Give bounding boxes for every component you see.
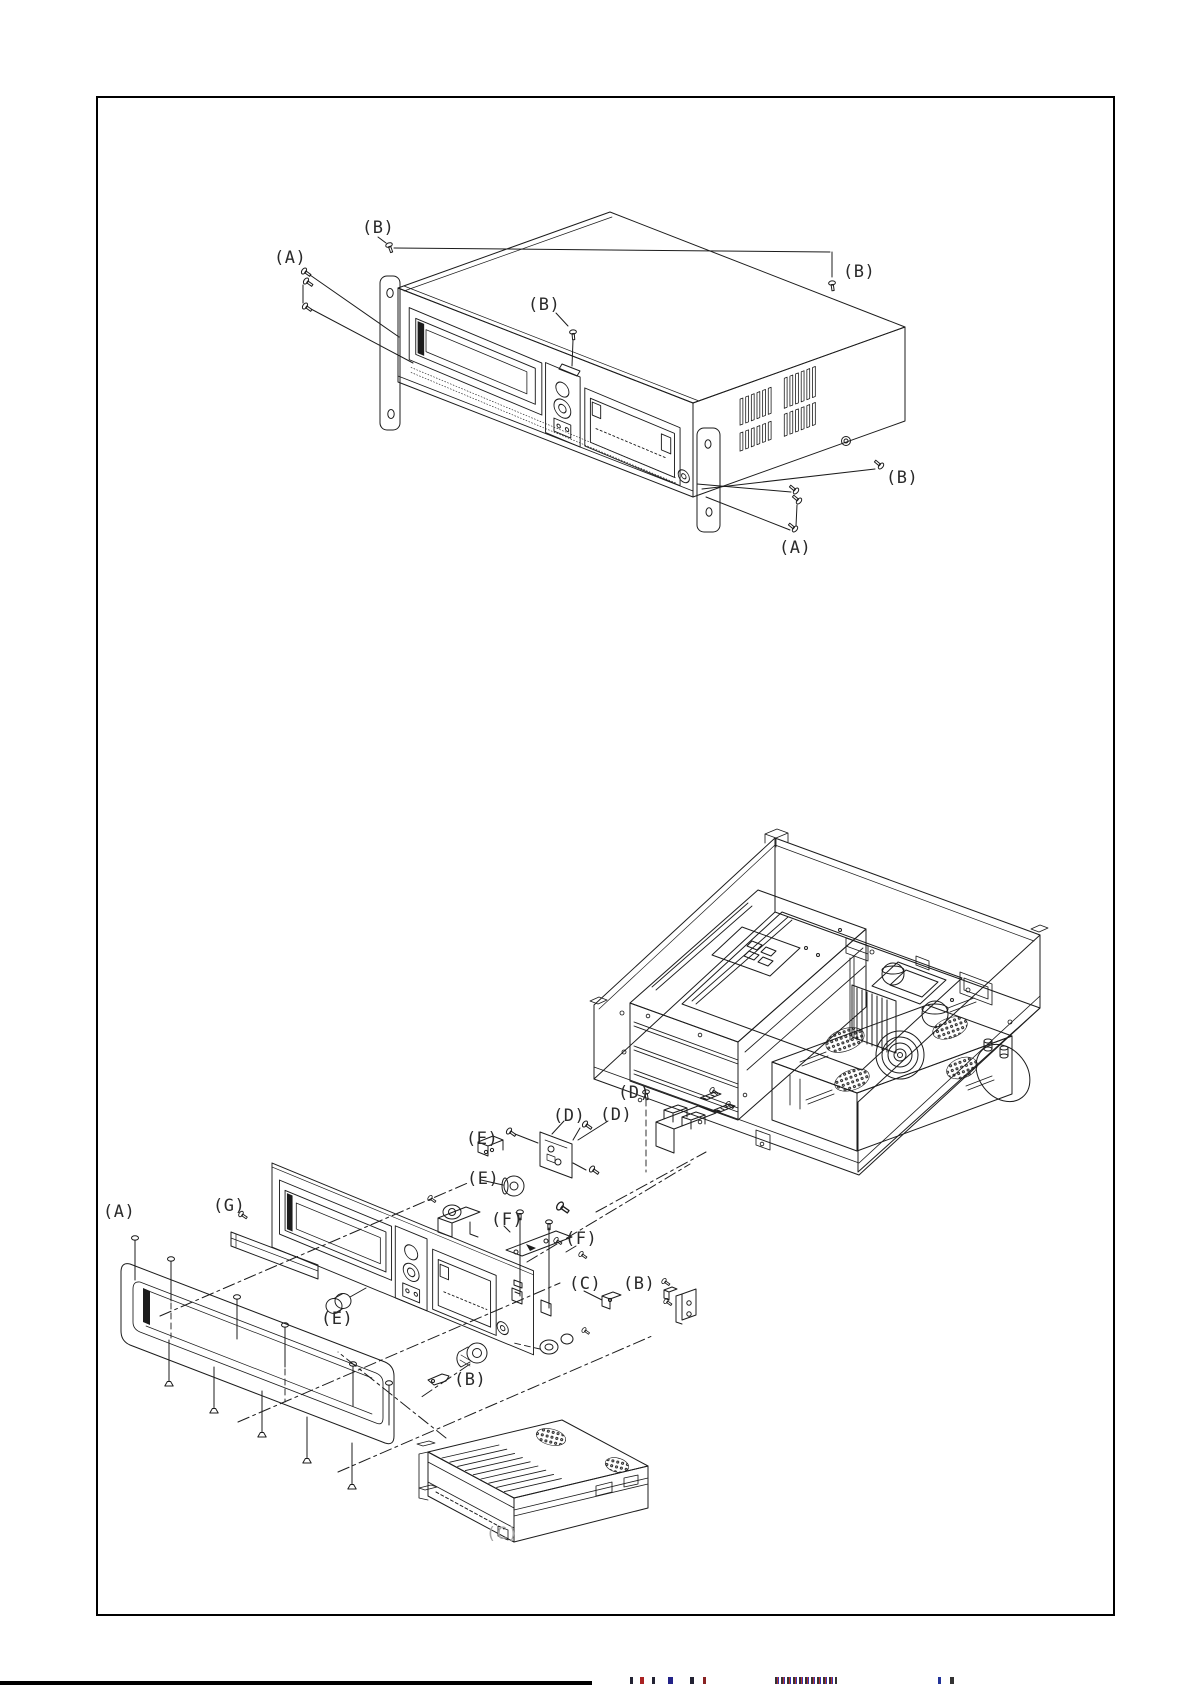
drive-unit-c (417, 1420, 648, 1542)
callout-bottom-e1: (E) (466, 1129, 499, 1149)
side-vents (740, 366, 815, 453)
lock-cams (514, 1334, 573, 1354)
callout-top-a2: (A) (779, 538, 812, 558)
switch-bracket-e (438, 1205, 480, 1237)
assembled-chassis-illustration (300, 212, 905, 533)
footer-clipped-text (775, 1677, 837, 1684)
footer-clipped-text (640, 1677, 644, 1684)
callout-top-b4: (B) (886, 468, 919, 488)
callout-bottom-e2: (E) (467, 1169, 500, 1189)
screw-icon (300, 242, 884, 533)
callout-bottom-d1: (D) (618, 1083, 651, 1103)
callout-bottom-b1: (B) (623, 1274, 656, 1294)
footer-clipped-text (668, 1677, 673, 1684)
callout-top-b3: (B) (843, 262, 876, 282)
exploded-assembly-illustration (121, 829, 1048, 1542)
callout-bottom-g1: (G) (213, 1196, 246, 1216)
footer-clipped-text (652, 1677, 655, 1684)
footer-clipped-text (950, 1677, 954, 1684)
footer-clipped-text (690, 1677, 694, 1684)
footer-clipped-text (630, 1677, 633, 1684)
psu-fan (876, 1031, 924, 1079)
drive-cage (630, 890, 866, 1120)
callout-bottom-d2: (D) (553, 1106, 586, 1126)
power-supply (772, 998, 1012, 1151)
callout-bottom-b2: (B) (454, 1370, 487, 1390)
front-panel-face (409, 306, 689, 493)
callout-top-b1: (B) (362, 218, 395, 238)
footer-rule (0, 1681, 592, 1685)
callout-bottom-c1: (C) (569, 1274, 602, 1294)
callout-bottom-f1: (F) (491, 1210, 524, 1230)
rack-ear-right (697, 428, 720, 532)
front-panel-subassembly (272, 1163, 534, 1355)
callout-bottom-a1: (A) (103, 1202, 136, 1222)
callout-bottom-f2: (F) (565, 1229, 598, 1249)
callout-bottom-d3: (D) (600, 1105, 633, 1125)
footer-clipped-text (938, 1677, 941, 1684)
footer-clipped-text (703, 1677, 706, 1684)
rack-ear-left (380, 276, 400, 430)
callout-bottom-e3: (E) (321, 1309, 354, 1329)
callout-bottom-c2: (C) (486, 1524, 519, 1544)
leader-lines (303, 237, 875, 530)
outer-bezel-a (121, 1236, 394, 1489)
callout-top-b2: (B) (528, 295, 561, 315)
callout-top-a1: (A) (274, 248, 307, 268)
